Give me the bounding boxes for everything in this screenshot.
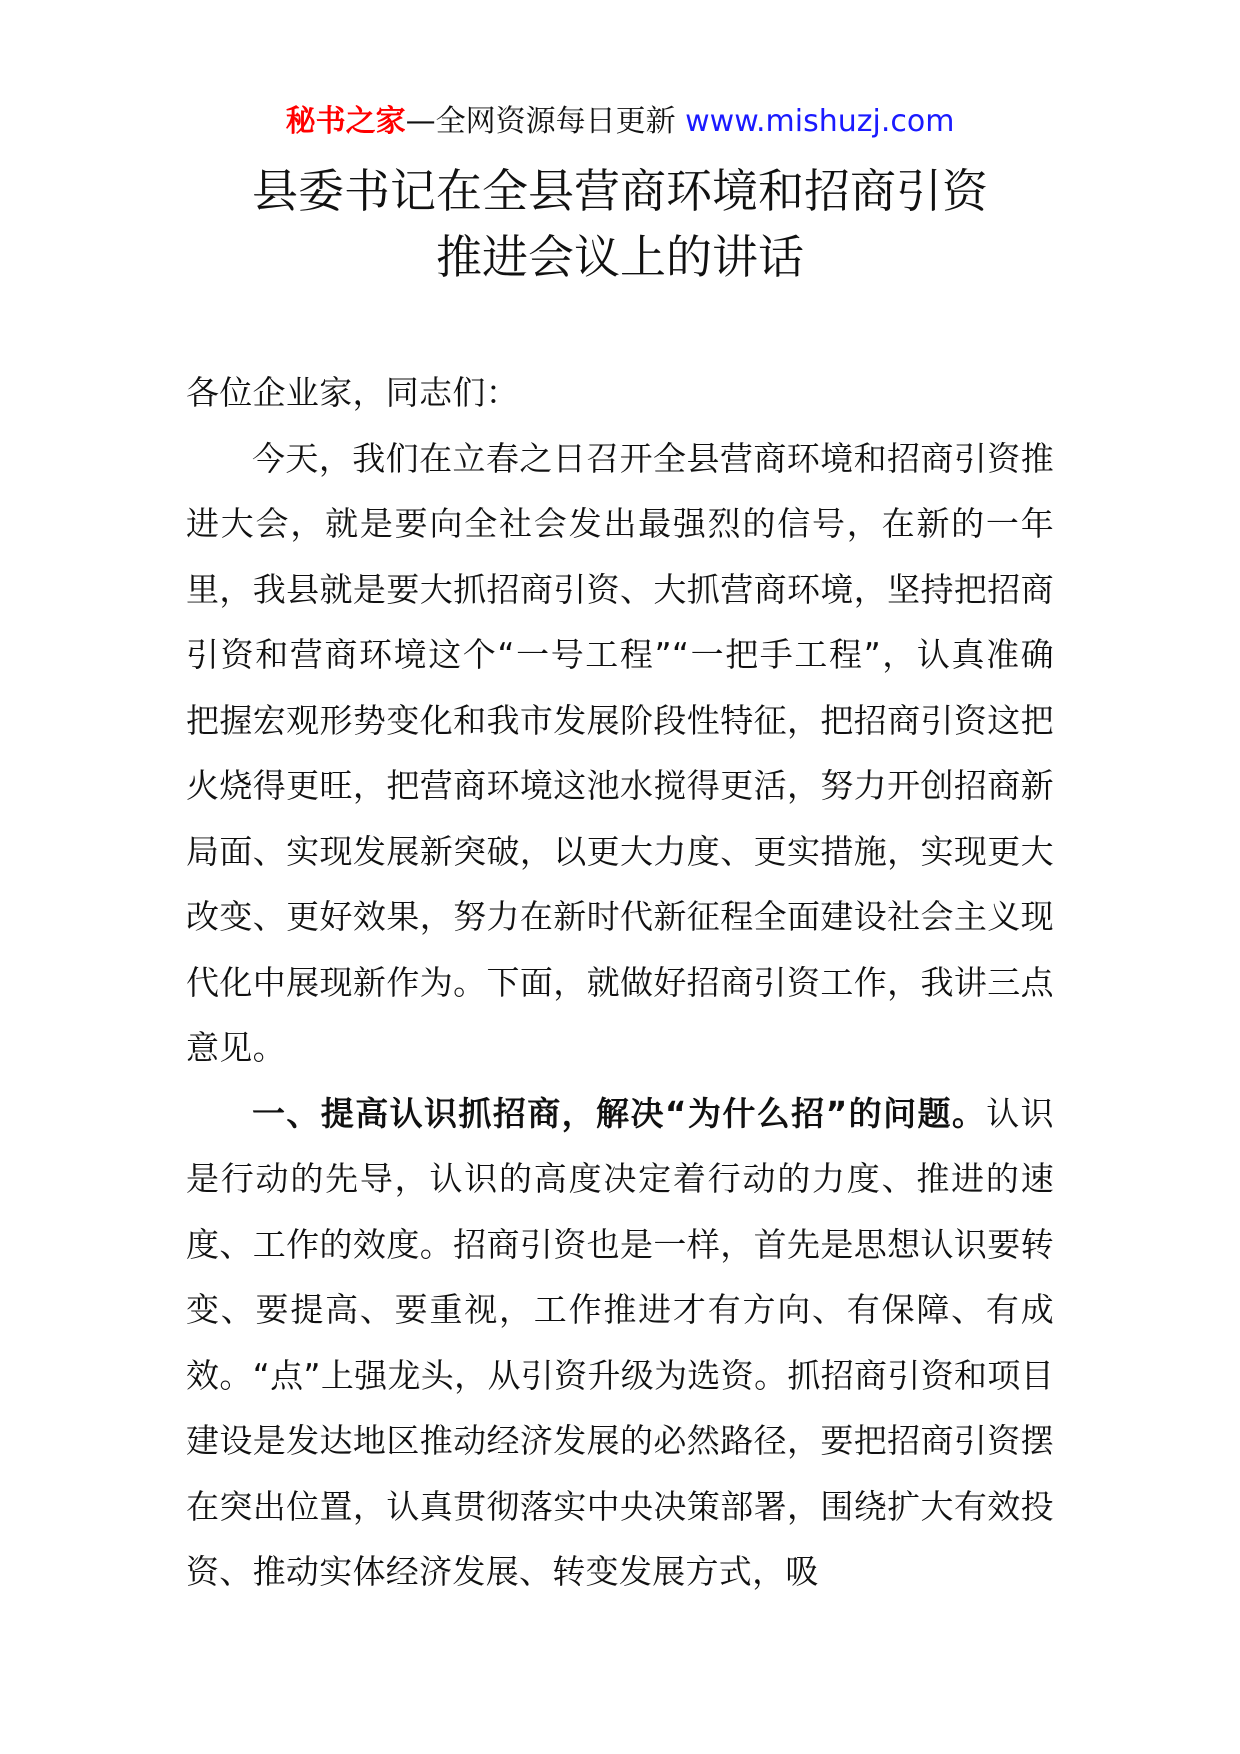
title-line-1: 县委书记在全县营商环境和招商引资: [252, 164, 988, 218]
document-title: [0, 158, 1240, 290]
document-body: [186, 360, 1054, 1605]
paragraph-section-1: [186, 1081, 1054, 1605]
brand-name: 秘书之家: [285, 104, 406, 139]
section-1-heading: 一、提高认识抓招商，解决“为什么招”的问题。: [252, 1093, 987, 1133]
section-1-text: 认识是行动的先导，认识的高度决定着行动的力度、推进的速度、工作的效度。招商引资也是一样，首先是思想认识要转变、要提高、要重视，工作推进才有方向、有保障、有成效。“点”上强龙头，从引资升级为选资。抓招商引资和项目建设是发达地区推动经济发展的必然路径，要把招商引资摆在突出位置，认真贯彻落实中央决策部署，围绕扩大有效投资、推动实体经济发展、转变发展方式，吸: [186, 1093, 1054, 1591]
salutation: 各位企业家，同志们：: [186, 373, 519, 412]
site-url-link[interactable]: www.mishuzj.com: [685, 104, 955, 139]
paragraph-intro: 今天，我们在立春之日召开全县营商环境和招商引资推进大会，就是要向全社会发出最强烈的信号，在新的一年里，我县就是要大抓招商引资、大抓营商环境，坚持把招商引资和营商环境这个“一号工程”“一把手工程”，认真准确把握宏观形势变化和我市发展阶段性特征，把招商引资这把火烧得更旺，把营商环境这池水搅得更活，努力开创招商新局面、实现发展新突破，以更大力度、更实措施，实现更大改变、更好效果，努力在新时代新征程全面建设社会主义现代化中展现新作为。下面，就做好招商引资工作，我讲三点意见。: [186, 438, 1054, 1067]
title-line-2: 推进会议上的讲话: [436, 230, 804, 284]
header-tagline: —全网资源每日更新: [405, 104, 686, 139]
watermark-header: [0, 100, 1240, 144]
